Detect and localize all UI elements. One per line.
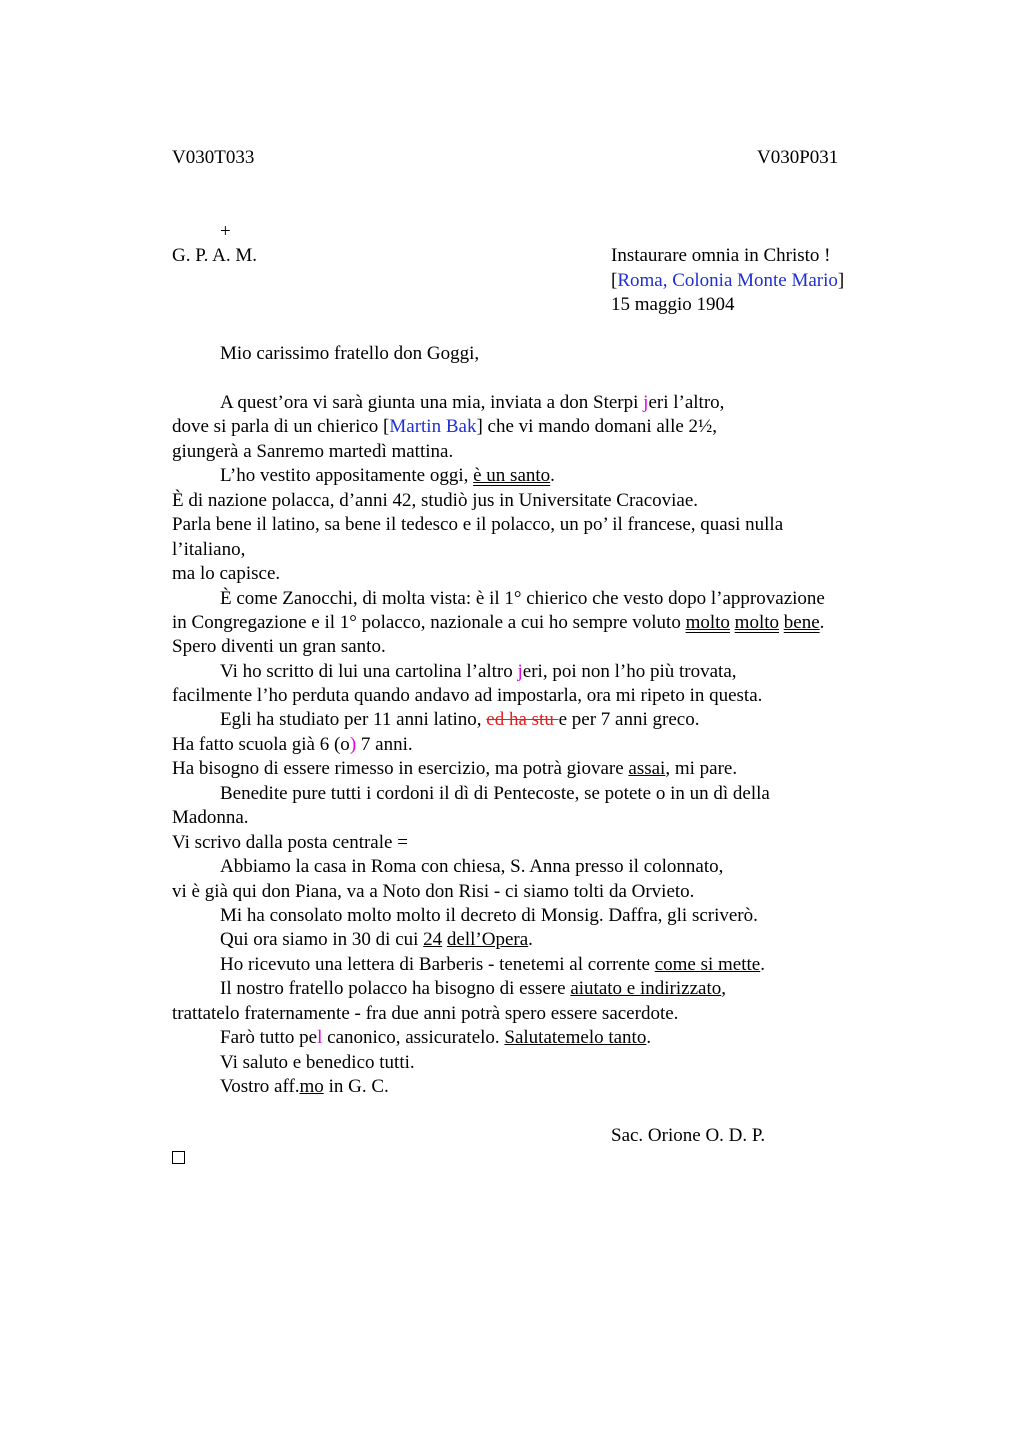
text-line bbox=[220, 977, 726, 1001]
text-run: eri, poi non l’ho più trovata, bbox=[522, 661, 737, 682]
text-run: A quest’ora vi sarà giunta una mia, inviata a don Sterpi bbox=[220, 392, 644, 413]
text-run: . bbox=[646, 1027, 652, 1048]
text-run: ] che vi mando domani alle 2½, bbox=[476, 416, 718, 437]
text-run: , bbox=[721, 978, 726, 999]
text-line: Vi saluto e benedico tutti. bbox=[220, 1052, 415, 1073]
text-line bbox=[220, 391, 724, 415]
gpam-heading: G. P. A. M. bbox=[172, 245, 257, 266]
bracket-open: [ bbox=[611, 270, 618, 291]
text-line bbox=[220, 464, 555, 488]
text-run: Farò tutto pe bbox=[220, 1027, 318, 1048]
text-run: canonico, assicuratelo. bbox=[322, 1027, 505, 1048]
person-name: Martin Bak bbox=[389, 416, 477, 437]
document-code-right: V030P031 bbox=[757, 147, 839, 168]
text-line: Spero diventi un gran santo. bbox=[172, 636, 386, 657]
salutation: Mio carissimo fratello don Goggi, bbox=[220, 343, 480, 364]
text-line: trattatelo fraternamente - fra due anni potrà spero essere sacerdote. bbox=[172, 1003, 679, 1024]
place-name: Roma, Colonia Monte Mario bbox=[617, 270, 838, 291]
text-line: Abbiamo la casa in Roma con chiesa, S. Anna presso il colonnato, bbox=[220, 856, 724, 877]
text-run: Ha bisogno di essere rimesso in esercizio, ma potrà giovare bbox=[172, 758, 629, 779]
bracket-close: ] bbox=[837, 270, 845, 291]
text-run: L’ho vestito appositamente oggi, bbox=[220, 465, 474, 486]
text-line bbox=[172, 611, 824, 635]
text-run-magenta: l bbox=[317, 1027, 323, 1048]
text-run: dove si parla di un chierico [ bbox=[172, 416, 390, 437]
text-run: Qui ora siamo in 30 di cui bbox=[220, 929, 424, 950]
text-line: È di nazione polacca, d’anni 42, studiò jus in Universitate Cracoviae. bbox=[172, 490, 699, 511]
text-run: 7 anni. bbox=[356, 734, 413, 755]
text-run-double-underlined: molto bbox=[685, 612, 730, 633]
text-line: l’italiano, bbox=[172, 539, 246, 560]
text-run-underlined: aiutato e indirizzato bbox=[570, 978, 722, 999]
text-run: e per 7 anni greco. bbox=[558, 709, 700, 730]
text-line: giungerà a Sanremo martedì mattina. bbox=[172, 441, 454, 462]
text-run-underlined: dell’Opera bbox=[446, 929, 529, 950]
cross-mark: + bbox=[220, 221, 231, 242]
text-run: . bbox=[528, 929, 533, 950]
end-square-icon bbox=[172, 1151, 185, 1164]
text-line bbox=[220, 708, 699, 732]
text-run: . bbox=[550, 465, 555, 486]
text-line: Vi scrivo dalla posta centrale = bbox=[172, 832, 408, 853]
text-run: eri l’altro, bbox=[648, 392, 725, 413]
text-line: Mi ha consolato molto molto il decreto di Monsig. Daffra, gli scriverò. bbox=[220, 905, 758, 926]
text-line bbox=[220, 928, 533, 952]
text-run: Egli ha studiato per 11 anni latino, bbox=[220, 709, 487, 730]
text-line: Madonna. bbox=[172, 807, 249, 828]
text-line: Parla bene il latino, sa bene il tedesco e il polacco, un po’ il francese, quasi nulla bbox=[172, 514, 784, 535]
text-run-underlined: Salutatemelo tanto bbox=[504, 1027, 647, 1048]
text-run: Vi ho scritto di lui una cartolina l’altro bbox=[220, 661, 518, 682]
text-run-underlined: assai bbox=[628, 758, 666, 779]
text-line: Benedite pure tutti i cordoni il dì di Pentecoste, se potete o in un dì della bbox=[220, 783, 770, 804]
text-line bbox=[220, 1075, 389, 1099]
text-line: È come Zanocchi, di molta vista: è il 1° chierico che vesto dopo l’approvazione bbox=[220, 588, 825, 609]
text-run: Ha fatto scuola già 6 (o bbox=[172, 734, 350, 755]
text-run: , mi pare. bbox=[665, 758, 738, 779]
text-run-double-underlined: molto bbox=[734, 612, 780, 633]
text-run: Ho ricevuto una lettera di Barberis - tenetemi al corrente bbox=[220, 954, 655, 975]
document-code-left: V030T033 bbox=[172, 147, 255, 168]
text-line bbox=[220, 1026, 651, 1050]
text-run-magenta: j bbox=[517, 661, 523, 682]
text-run-underlined: mo bbox=[299, 1076, 324, 1097]
text-run-magenta: ) bbox=[349, 734, 357, 755]
text-run-double-underlined: è un santo bbox=[473, 465, 551, 486]
text-run-underlined: 24 bbox=[423, 929, 443, 950]
text-run-double-underlined: bene bbox=[783, 612, 820, 633]
text-run: . bbox=[760, 954, 765, 975]
text-line bbox=[172, 733, 413, 757]
text-line: vi è già qui don Piana, va a Noto don Risi - ci siamo tolti da Orvieto. bbox=[172, 881, 695, 902]
text-line bbox=[220, 660, 737, 684]
text-run: in Congregazione e il 1° polacco, nazionale a cui ho sempre voluto bbox=[172, 612, 686, 633]
text-line bbox=[220, 953, 765, 977]
signature: Sac. Orione O. D. P. bbox=[611, 1125, 766, 1146]
text-run-underlined: come si mette bbox=[654, 954, 761, 975]
text-line bbox=[172, 415, 717, 439]
text-line: ma lo capisce. bbox=[172, 563, 281, 584]
text-line: facilmente l’ho perduta quando andavo ad impostarla, ora mi ripeto in questa. bbox=[172, 685, 763, 706]
text-run: in G. C. bbox=[323, 1076, 389, 1097]
text-run: Il nostro fratello polacco ha bisogno di essere bbox=[220, 978, 571, 999]
place-line bbox=[611, 269, 844, 293]
letter-date: 15 maggio 1904 bbox=[611, 294, 735, 315]
text-run-struck: ed ha stu bbox=[486, 709, 559, 730]
text-line bbox=[172, 757, 737, 781]
text-run: . bbox=[819, 612, 825, 633]
motto: Instaurare omnia in Christo ! bbox=[611, 245, 831, 266]
text-run-magenta: j bbox=[643, 392, 649, 413]
text-run: Vostro aff. bbox=[220, 1076, 300, 1097]
